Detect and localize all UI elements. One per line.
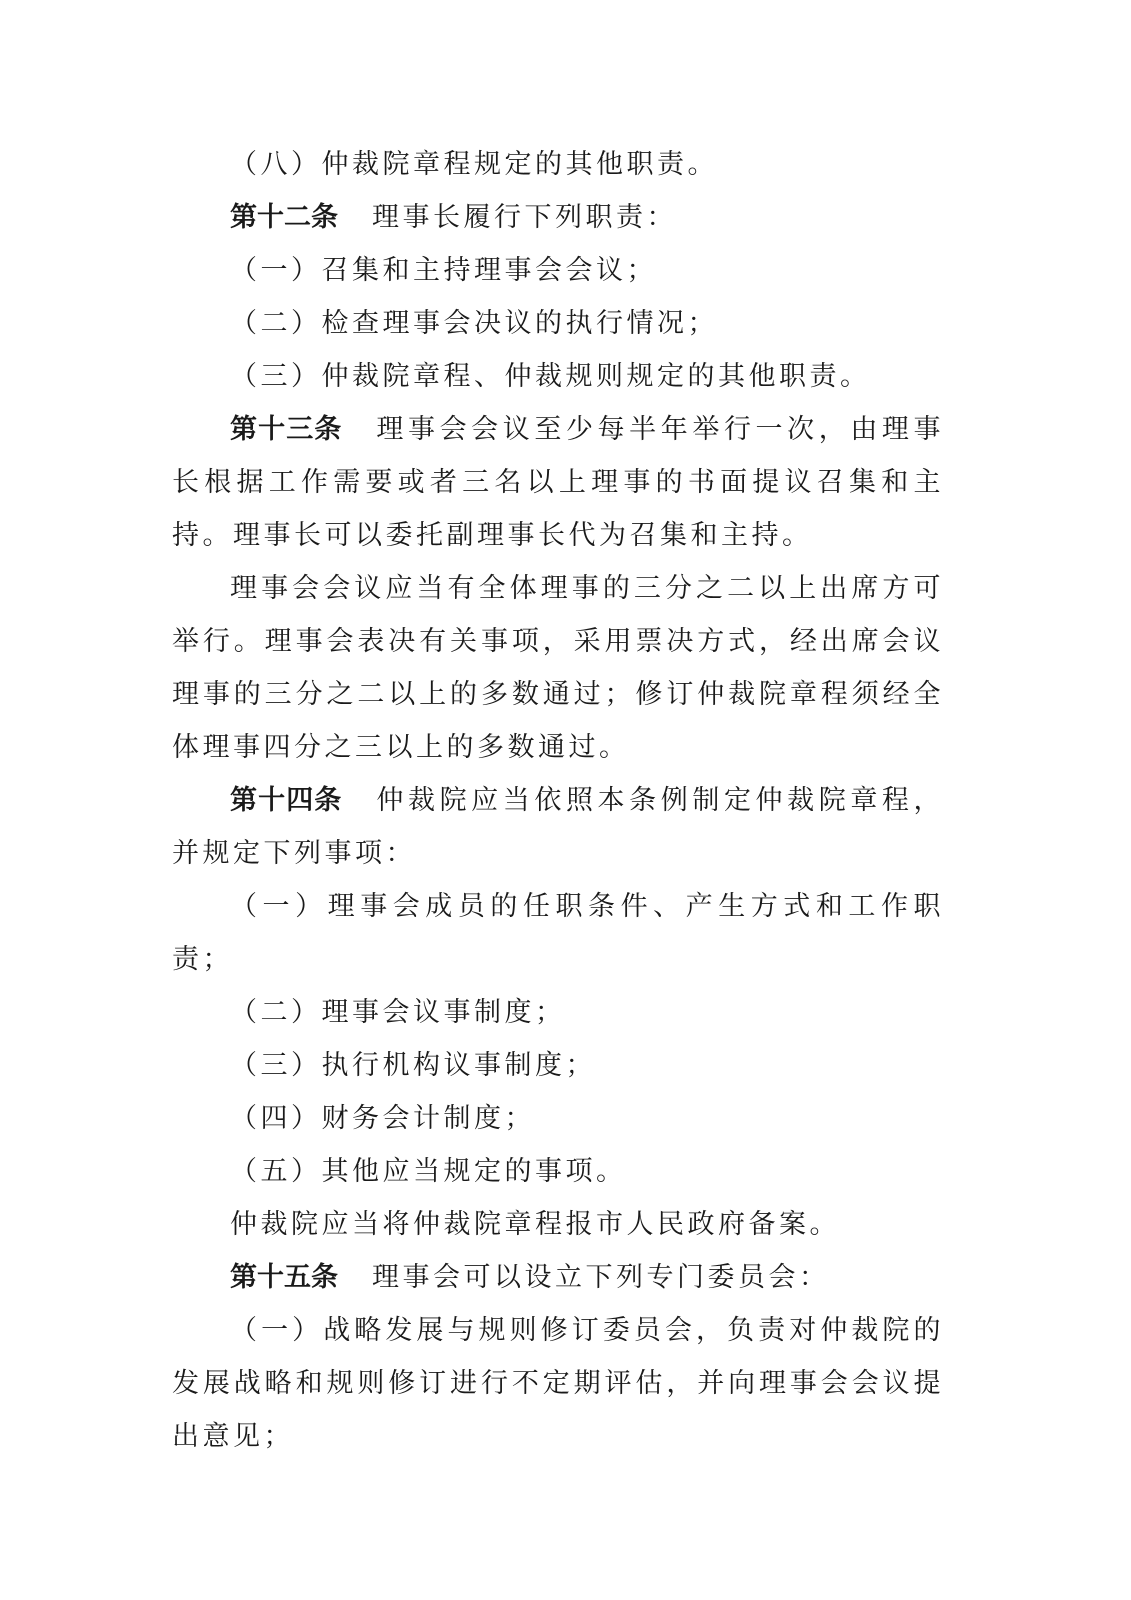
article-13 [172,403,944,562]
paragraph: （一）理事会成员的任职条件、产生方式和工作职责； [172,891,944,975]
paragraph: （一）战略发展与规则修订委员会，负责对仲裁院的发展战略和规则修订进行不定期评估，并向理事会会议提出意见； [172,1315,944,1452]
paragraph: （三）仲裁院章程、仲裁规则规定的其他职责。 [230,361,871,392]
paragraph: （八）仲裁院章程规定的其他职责。 [230,149,718,180]
article-text: 理事会可以设立下列专门委员会： [372,1262,830,1293]
article-12 [172,191,944,244]
paragraph: （二）理事会议事制度； [230,997,566,1028]
article-15 [172,1251,944,1304]
article-text: 理事会会议至少每半年举行一次，由理事长根据工作需要或者三名以上理事的书面提议召集和主持。理事长可以委托副理事长代为召集和主持。 [172,414,945,551]
document-body [172,138,944,1463]
paragraph: （四）财务会计制度； [230,1103,535,1134]
paragraph: （五）其他应当规定的事项。 [230,1156,627,1187]
article-text: 仲裁院应当依照本条例制定仲裁院章程，并规定下列事项： [172,785,945,869]
article-number: 第十四条 [230,785,343,816]
article-14 [172,774,944,880]
paragraph: 仲裁院应当将仲裁院章程报市人民政府备案。 [230,1209,840,1240]
paragraph: 理事会会议应当有全体理事的三分之二以上出席方可举行。理事会表决有关事项，采用票决方式，经出席会议理事的三分之二以上的多数通过；修订仲裁院章程须经全体理事四分之三以上的多数通过。 [172,573,944,763]
paragraph: （三）执行机构议事制度； [230,1050,596,1081]
article-number: 第十五条 [230,1262,338,1293]
article-text: 理事长履行下列职责： [372,202,677,233]
article-number: 第十三条 [230,414,343,445]
paragraph: （二）检查理事会决议的执行情况； [230,308,718,339]
article-number: 第十二条 [230,202,338,233]
paragraph: （一）召集和主持理事会会议； [230,255,657,286]
